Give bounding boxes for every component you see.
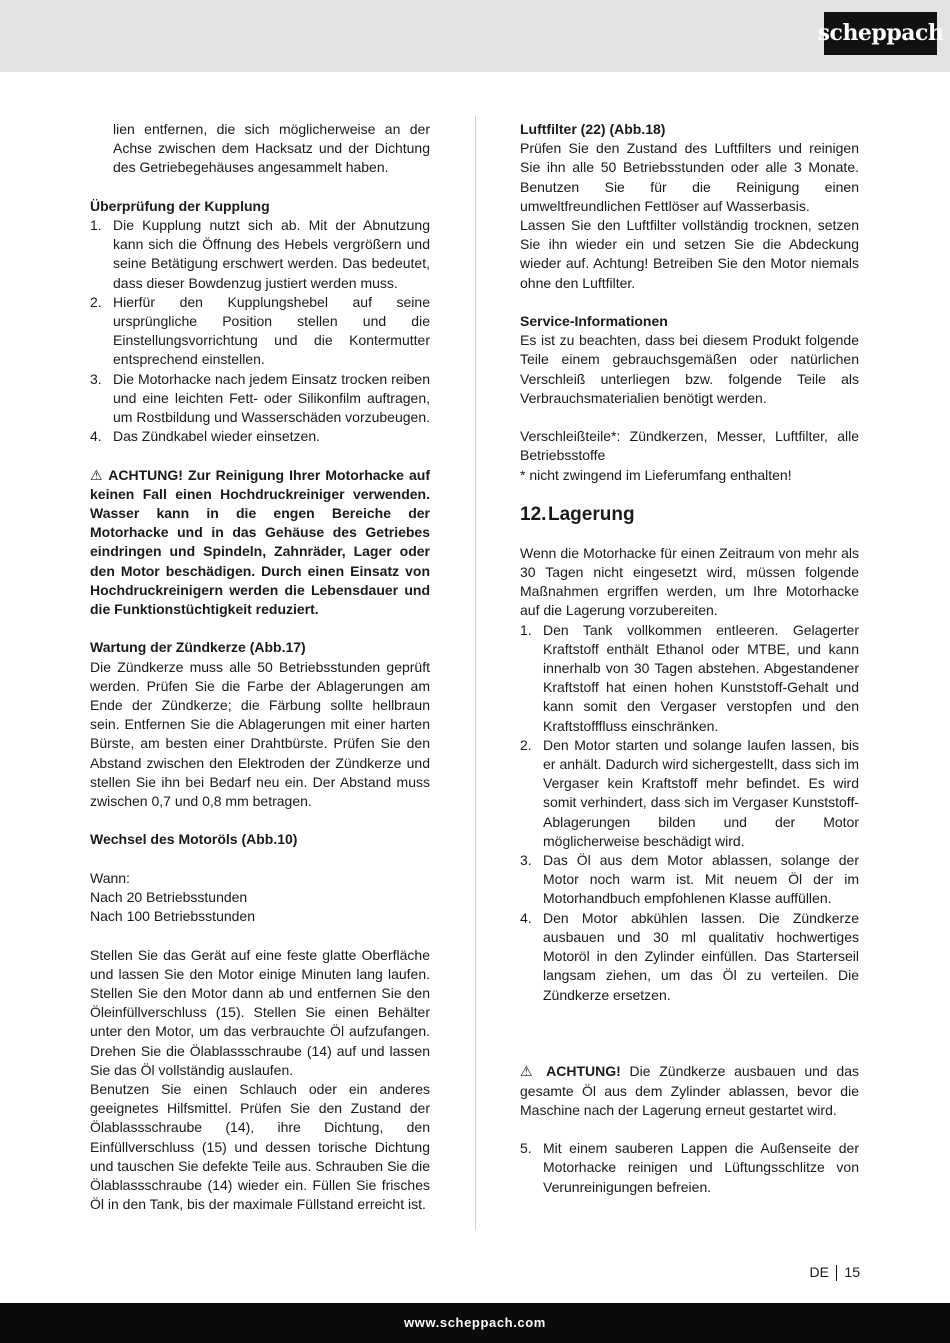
left-column: [90, 120, 430, 1214]
list-number: 3.: [520, 852, 532, 869]
list-number: 1.: [520, 621, 532, 638]
list-text: Den Tank vollkommen entleeren. Gelagerter Kraftstoff enthält Ethanol oder MTBE, und kann innerhalb von 30 Tagen abstehen. Abgestandener Kraftstoff hat einen hohen Kunststoff-Gehalt und kann somit den Vergaser verstopfen und den Kraftstofffluss einschränken.: [543, 621, 859, 734]
list-number: 3.: [90, 370, 102, 387]
section-title-text: Lagerung: [548, 503, 635, 525]
page-number: [809, 1263, 860, 1282]
list-number: 4.: [90, 428, 102, 445]
list-item: [520, 621, 859, 736]
zuendkerze-heading: Wartung der Zündkerze (Abb.17): [90, 639, 306, 656]
page-separator: [836, 1265, 838, 1281]
wann-item-1: Nach 20 Betriebsstunden: [90, 889, 248, 906]
list-item: [90, 293, 430, 370]
page-language: DE: [809, 1264, 829, 1280]
service-heading: Service-Informationen: [520, 313, 668, 330]
list-number: 2.: [90, 293, 102, 310]
lagerung-intro: Wenn die Motorhacke für einen Zeitraum von mehr als 30 Tagen nicht eingesetzt wird, müssen folgende Maßnahmen ergriffen werden, um Ihre Motorhacke auf die Lagerung vorzubereiten.: [520, 544, 859, 619]
luftfilter-paragraph-2: Lassen Sie den Luftfilter vollständig trocknen, setzen Sie ihn wieder ein und setzen Sie die Abdeckung wieder auf. Achtung! Betreiben Sie den Motor niemals ohne den Luftfilter.: [520, 217, 859, 291]
wann-item-2: Nach 100 Betriebsstunden: [90, 908, 255, 925]
list-item: [520, 909, 859, 1005]
warning-label: ACHTUNG!: [546, 1063, 621, 1080]
footer-bar: [0, 1303, 950, 1343]
warning-text: ACHTUNG! Zur Reinigung Ihrer Motorhacke auf keinen Fall einen Hochdruckreiniger verwenden. Wasser kann in die engen Bereiche der Motorhacke und in das Gehäuse des Getriebes eindringen und Spindeln, Zahnräder, Lager oder den Motor beschädigen. Durch einen Einsatz von Hochdruckreinigern werden die Lebensdauer und die Funktionstüchtigkeit reduziert.: [90, 466, 430, 618]
footer-url-link[interactable]: www.scheppach.com: [404, 1315, 546, 1331]
oel-paragraph-1: Stellen Sie das Gerät auf eine feste glatte Oberfläche und lassen Sie den Motor einige Minuten lang laufen. Stellen Sie den Motor dann ab und entfernen Sie den Öleinfüllverschluss (15). Stellen Sie einen Behälter unter den Motor, um das verbrauchte Öl aufzufangen. Drehen Sie die Ölablassschraube (14) auf und lassen Sie das Öl vollständig auslaufen.: [90, 946, 430, 1078]
list-item: [520, 1139, 859, 1197]
zuendkerze-paragraph: Die Zündkerze muss alle 50 Betriebsstunden geprüft werden. Prüfen Sie die Farbe der Ablagerungen am Ende der Zündkerze; die Färbung sollte hellbraun sein. Entfernen Sie die Ablagerungen mit einer harten Bürste, am besten einer Drahtbürste. Prüfen Sie den Abstand zwischen den Elektroden der Zündkerze und stellen Sie ihn bei Bedarf neu ein. Der Abstand muss zwischen 0,7 und 0,8 mm betragen.: [90, 658, 430, 810]
list-number: 1.: [90, 217, 102, 233]
service-paragraph: Es ist zu beachten, dass bei diesem Produkt folgende Teile einem gebrauchsgemäßen oder natürlichen Verschleiß unterliegen bzw. folgende Teile als Verbrauchsmaterialien benötigt werden.: [520, 332, 859, 406]
warning-icon: ⚠: [520, 1063, 538, 1080]
list-text: Die Kupplung nutzt sich ab. Mit der Abnutzung kann sich die Öffnung des Hebels vergrößern und seine Betätigung erschwert werden. Das bedeutet, dass dieser Bowdenzug justiert werden muss.: [113, 217, 430, 291]
luftfilter-heading: Luftfilter (22) (Abb.18): [520, 121, 666, 137]
list-number: 5.: [520, 1140, 532, 1157]
list-text: Mit einem sauberen Lappen die Außenseite der Motorhacke reinigen und Lüftungsschlitze von Verunreinigungen befreien.: [543, 1140, 859, 1195]
verschleiss-paragraph: Verschleißteile*: Zündkerzen, Messer, Luftfilter, alle Betriebsstoffe: [520, 428, 859, 464]
list-item: [90, 427, 430, 446]
list-text: Das Öl aus dem Motor ablassen, solange der Motor noch warm ist. Mit neuem Öl der im Motorhandbuch empfohlenen Klasse auffüllen.: [543, 852, 859, 907]
warning-icon: ⚠: [90, 466, 104, 483]
list-item: [520, 851, 859, 909]
brand-logo[interactable]: scheppach: [824, 12, 937, 55]
wann-label: Wann:: [90, 869, 130, 886]
list-text: Den Motor starten und solange laufen lassen, bis er anhält. Dadurch wird sichergestellt, dass sich im Vergaser kein Kraftstoff mehr befindet. Es wird somit verhindert, dass sich im Vergaser Kunststoff-Ablagerungen bilden und der Motor möglicherweise beschädigt wird.: [543, 736, 859, 849]
list-text: Den Motor abkühlen lassen. Die Zündkerze ausbauen und 30 ml qualitativ hochwertiges Motoröl in den Zylinder einfüllen. Das Starterseil langsam ziehen, um das Öl zu verteilen. Die Zündkerze ersetzen.: [543, 909, 859, 1003]
list-text: Die Motorhacke nach jedem Einsatz trocken reiben und eine leichten Fett- oder Silikonfilm auftragen, um Rostbildung und Wasserschäden vorzubeugen.: [113, 370, 431, 426]
list-text: Das Zündkabel wieder einsetzen.: [113, 428, 321, 445]
page-number-value: 15: [844, 1264, 860, 1280]
list-item: [90, 370, 430, 428]
warning-text: Die Zündkerze ausbauen und das gesamte Öl aus dem Zylinder ablassen, bevor die Maschine nach der Lagerung erneut gestartet wird.: [520, 1063, 859, 1118]
section-number: 12.: [520, 503, 547, 525]
list-text: Hierfür den Kupplungshebel auf seine ursprüngliche Position stellen und die Einstellungsvorrichtung und die Kontermutter entsprechend einstellen.: [113, 293, 430, 368]
oel-heading: Wechsel des Motoröls (Abb.10): [90, 831, 298, 848]
intro-paragraph: lien entfernen, die sich möglicherweise an der Achse zwischen dem Hacksatz und der Dichtung des Getriebegehäuses angesammelt haben.: [113, 121, 430, 176]
luftfilter-paragraph-1: Prüfen Sie den Zustand des Luftfilters und reinigen Sie ihn alle 50 Betriebsstunden oder alle 3 Monate. Benutzen Sie für die Reinigung einen umweltfreundlichen Fettlöser auf Wasserbasis.: [520, 140, 859, 214]
list-item: [520, 736, 859, 851]
column-divider: [475, 116, 476, 1230]
right-column: [520, 120, 859, 1197]
cleaning-warning: [90, 466, 430, 620]
oel-paragraph-2: Benutzen Sie einen Schlauch oder ein anderes geeignetes Hilfsmittel. Prüfen Sie den Zustand der Ölablassschraube (14), ihre Dichtung, den Einfüllverschluss (15) und dessen torische Dichtung und tauschen Sie defekte Teile aus. Schrauben Sie die Ölablassschraube (14) wieder ein. Füllen Sie frisches Öl in den Tank, bis der maximale Füllstand erreicht ist.: [90, 1081, 430, 1213]
header-bar: [0, 0, 950, 72]
list-number: 2.: [520, 736, 532, 753]
storage-warning: [520, 1062, 859, 1120]
list-item: [90, 216, 430, 293]
list-number: 4.: [520, 909, 532, 926]
kupplung-heading: Überprüfung der Kupplung: [90, 197, 270, 214]
section-title: [520, 503, 859, 527]
verschleiss-note: * nicht zwingend im Lieferumfang enthalten!: [520, 466, 792, 483]
